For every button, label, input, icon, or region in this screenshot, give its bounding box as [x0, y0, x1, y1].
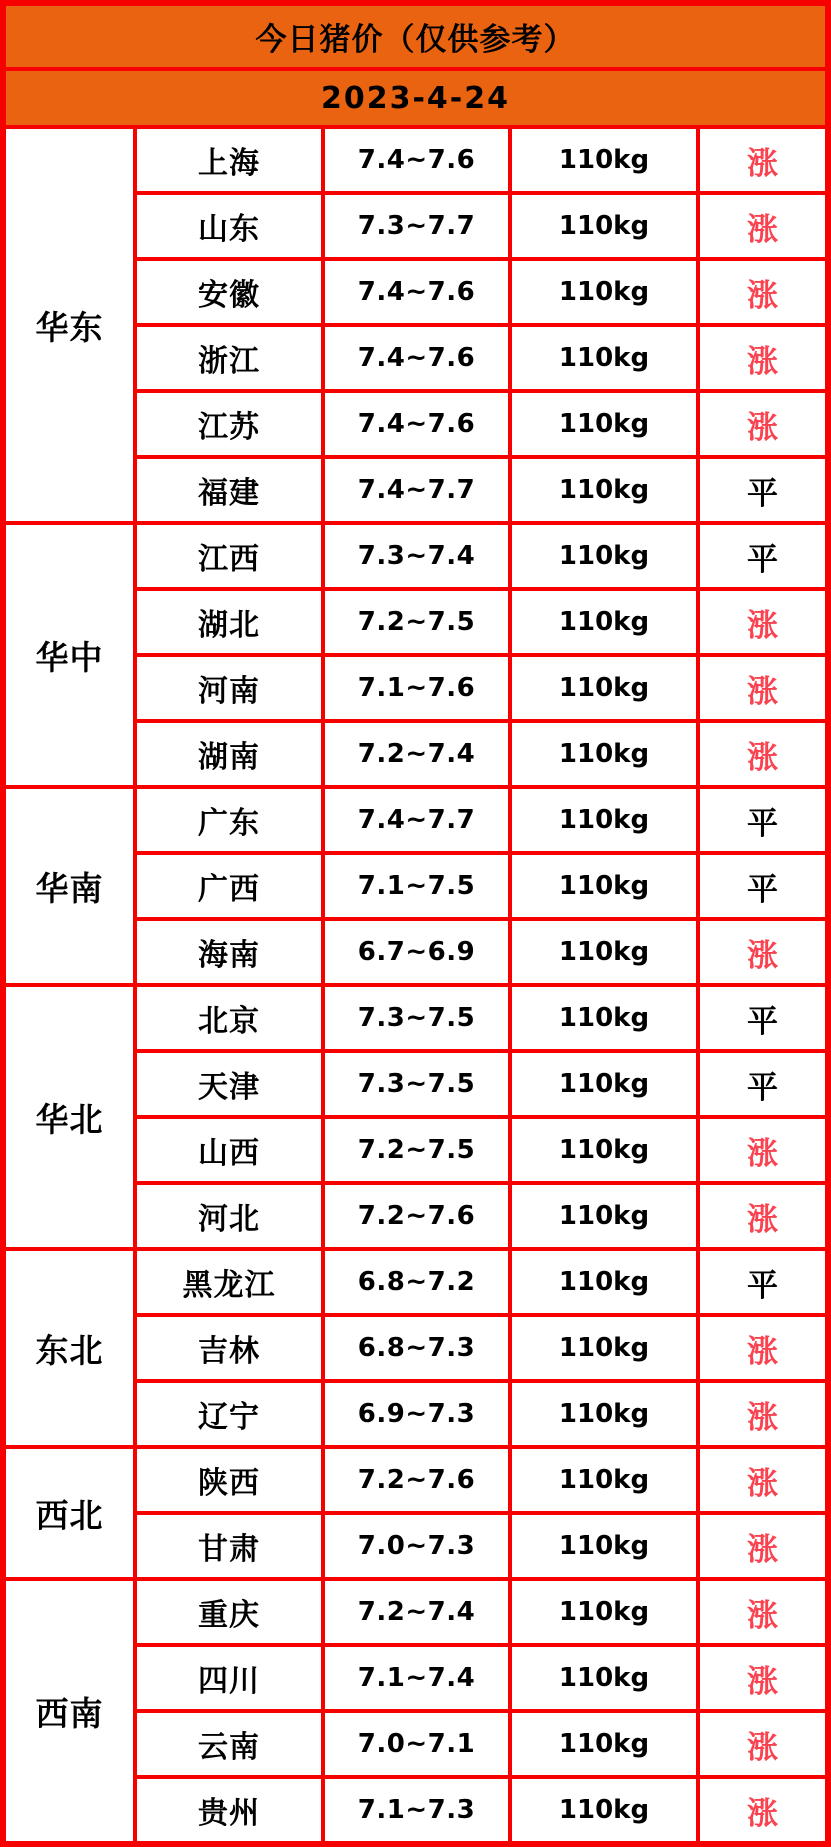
price-cell: 6.8~7.3	[325, 1317, 508, 1379]
province-cell: 天津	[137, 1053, 321, 1115]
weight-cell: 110kg	[512, 855, 696, 917]
trend-cell: 涨	[700, 1779, 825, 1841]
region-cell: 华北	[6, 987, 133, 1247]
weight-cell: 110kg	[512, 261, 696, 323]
province-cell: 广东	[137, 789, 321, 851]
price-cell: 7.4~7.6	[325, 261, 508, 323]
price-cell: 7.1~7.4	[325, 1647, 508, 1709]
trend-cell: 平	[700, 459, 825, 521]
price-cell: 6.8~7.2	[325, 1251, 508, 1313]
province-cell: 福建	[137, 459, 321, 521]
province-cell: 北京	[137, 987, 321, 1049]
trend-cell: 涨	[700, 1317, 825, 1379]
weight-cell: 110kg	[512, 1383, 696, 1445]
province-cell: 湖南	[137, 723, 321, 785]
weight-cell: 110kg	[512, 591, 696, 653]
price-cell: 6.9~7.3	[325, 1383, 508, 1445]
province-cell: 广西	[137, 855, 321, 917]
province-cell: 湖北	[137, 591, 321, 653]
price-cell: 7.1~7.6	[325, 657, 508, 719]
weight-cell: 110kg	[512, 1779, 696, 1841]
trend-cell: 平	[700, 1053, 825, 1115]
trend-cell: 涨	[700, 1515, 825, 1577]
price-cell: 7.3~7.7	[325, 195, 508, 257]
price-cell: 7.0~7.3	[325, 1515, 508, 1577]
price-cell: 7.3~7.5	[325, 987, 508, 1049]
province-cell: 河北	[137, 1185, 321, 1247]
region-cell: 华南	[6, 789, 133, 983]
province-cell: 山西	[137, 1119, 321, 1181]
trend-cell: 涨	[700, 1581, 825, 1643]
price-cell: 7.0~7.1	[325, 1713, 508, 1775]
price-cell: 6.7~6.9	[325, 921, 508, 983]
trend-cell: 涨	[700, 657, 825, 719]
price-cell: 7.4~7.7	[325, 459, 508, 521]
date-label: 2023-4-24	[6, 71, 825, 125]
trend-cell: 涨	[700, 723, 825, 785]
price-cell: 7.2~7.4	[325, 1581, 508, 1643]
weight-cell: 110kg	[512, 195, 696, 257]
province-cell: 江苏	[137, 393, 321, 455]
price-cell: 7.2~7.4	[325, 723, 508, 785]
province-cell: 四川	[137, 1647, 321, 1709]
province-cell: 上海	[137, 129, 321, 191]
trend-cell: 涨	[700, 195, 825, 257]
province-cell: 重庆	[137, 1581, 321, 1643]
region-cell: 西南	[6, 1581, 133, 1841]
trend-cell: 平	[700, 987, 825, 1049]
region-cell: 东北	[6, 1251, 133, 1445]
weight-cell: 110kg	[512, 921, 696, 983]
trend-cell: 平	[700, 789, 825, 851]
weight-cell: 110kg	[512, 987, 696, 1049]
weight-cell: 110kg	[512, 1119, 696, 1181]
price-cell: 7.4~7.6	[325, 393, 508, 455]
weight-cell: 110kg	[512, 1515, 696, 1577]
weight-cell: 110kg	[512, 129, 696, 191]
weight-cell: 110kg	[512, 459, 696, 521]
province-cell: 山东	[137, 195, 321, 257]
weight-cell: 110kg	[512, 657, 696, 719]
price-cell: 7.4~7.6	[325, 327, 508, 389]
province-cell: 辽宁	[137, 1383, 321, 1445]
weight-cell: 110kg	[512, 1713, 696, 1775]
trend-cell: 涨	[700, 1383, 825, 1445]
price-cell: 7.2~7.6	[325, 1449, 508, 1511]
region-cell: 西北	[6, 1449, 133, 1577]
weight-cell: 110kg	[512, 1251, 696, 1313]
province-cell: 贵州	[137, 1779, 321, 1841]
trend-cell: 涨	[700, 1119, 825, 1181]
region-cell: 华东	[6, 129, 133, 521]
weight-cell: 110kg	[512, 1053, 696, 1115]
trend-cell: 涨	[700, 1647, 825, 1709]
page-title: 今日猪价（仅供参考）	[6, 6, 825, 67]
price-cell: 7.4~7.6	[325, 129, 508, 191]
trend-cell: 涨	[700, 327, 825, 389]
region-cell: 华中	[6, 525, 133, 785]
province-cell: 浙江	[137, 327, 321, 389]
weight-cell: 110kg	[512, 1647, 696, 1709]
weight-cell: 110kg	[512, 393, 696, 455]
trend-cell: 涨	[700, 1185, 825, 1247]
province-cell: 甘肃	[137, 1515, 321, 1577]
price-cell: 7.1~7.5	[325, 855, 508, 917]
price-cell: 7.2~7.5	[325, 591, 508, 653]
trend-cell: 涨	[700, 129, 825, 191]
province-cell: 陕西	[137, 1449, 321, 1511]
province-cell: 黑龙江	[137, 1251, 321, 1313]
trend-cell: 平	[700, 855, 825, 917]
trend-cell: 平	[700, 1251, 825, 1313]
weight-cell: 110kg	[512, 327, 696, 389]
province-cell: 河南	[137, 657, 321, 719]
trend-cell: 涨	[700, 591, 825, 653]
price-cell: 7.2~7.5	[325, 1119, 508, 1181]
price-cell: 7.1~7.3	[325, 1779, 508, 1841]
trend-cell: 涨	[700, 393, 825, 455]
price-cell: 7.3~7.5	[325, 1053, 508, 1115]
trend-cell: 涨	[700, 1449, 825, 1511]
trend-cell: 涨	[700, 921, 825, 983]
price-cell: 7.4~7.7	[325, 789, 508, 851]
weight-cell: 110kg	[512, 525, 696, 587]
trend-cell: 涨	[700, 261, 825, 323]
trend-cell: 平	[700, 525, 825, 587]
price-cell: 7.3~7.4	[325, 525, 508, 587]
province-cell: 吉林	[137, 1317, 321, 1379]
weight-cell: 110kg	[512, 1449, 696, 1511]
weight-cell: 110kg	[512, 1581, 696, 1643]
price-cell: 7.2~7.6	[325, 1185, 508, 1247]
price-table	[6, 129, 825, 1841]
province-cell: 安徽	[137, 261, 321, 323]
weight-cell: 110kg	[512, 789, 696, 851]
trend-cell: 涨	[700, 1713, 825, 1775]
province-cell: 云南	[137, 1713, 321, 1775]
weight-cell: 110kg	[512, 1317, 696, 1379]
province-cell: 江西	[137, 525, 321, 587]
weight-cell: 110kg	[512, 1185, 696, 1247]
province-cell: 海南	[137, 921, 321, 983]
weight-cell: 110kg	[512, 723, 696, 785]
